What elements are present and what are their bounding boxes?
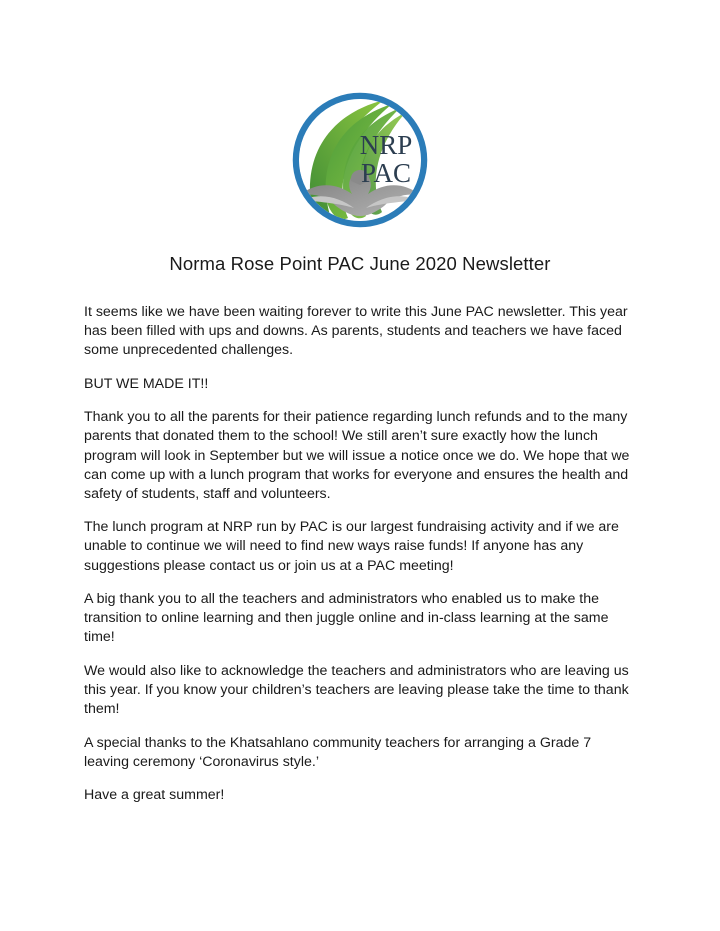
nrp-pac-logo: [288, 88, 432, 232]
paragraph: The lunch program at NRP run by PAC is our largest fundraising activity and if we are unable to continue we will need to find new ways raise funds! If anyone has any suggestions please contact us or join us at a PAC meeting!: [84, 519, 623, 574]
page-title: Norma Rose Point PAC June 2020 Newsletter: [169, 253, 551, 274]
logo-text-pac: PAC: [360, 158, 412, 188]
paragraph: It seems like we have been waiting forever to write this June PAC newsletter. This year has been filled with ups and downs. As parents, students and teachers we have faced some unprecedented challenges.: [84, 304, 632, 359]
paragraph: We would also like to acknowledge the teachers and administrators who are leaving us this year. If you know your children’s teachers are leaving please take the time to thank them!: [84, 662, 633, 718]
paragraph-exclamation: BUT WE MADE IT!!: [84, 375, 209, 392]
paragraph: A special thanks to the Khatsahlano community teachers for arranging a Grade 7 leaving ceremony ‘Coronavirus style.’: [84, 734, 596, 770]
logo-text-nrp: NRP: [359, 130, 413, 160]
logo-graphic: [288, 88, 432, 232]
newsletter-body: [84, 303, 638, 805]
paragraph-closing: Have a great summer!: [84, 787, 225, 804]
paragraph: Thank you to all the parents for their patience regarding lunch refunds and to the many parents that donated them to the school! We still aren’t sure exactly how the lunch program will look in September but we will issue a notice once we do. We hope that we can come up with a lunch program that works for everyone and ensures the health and safety of students, staff and volunteers.: [84, 409, 634, 502]
logo-container: [0, 88, 720, 232]
paragraph: A big thank you to all the teachers and administrators who enabled us to make the transition to online learning and then juggle online and in-class learning at the same time!: [84, 591, 613, 646]
